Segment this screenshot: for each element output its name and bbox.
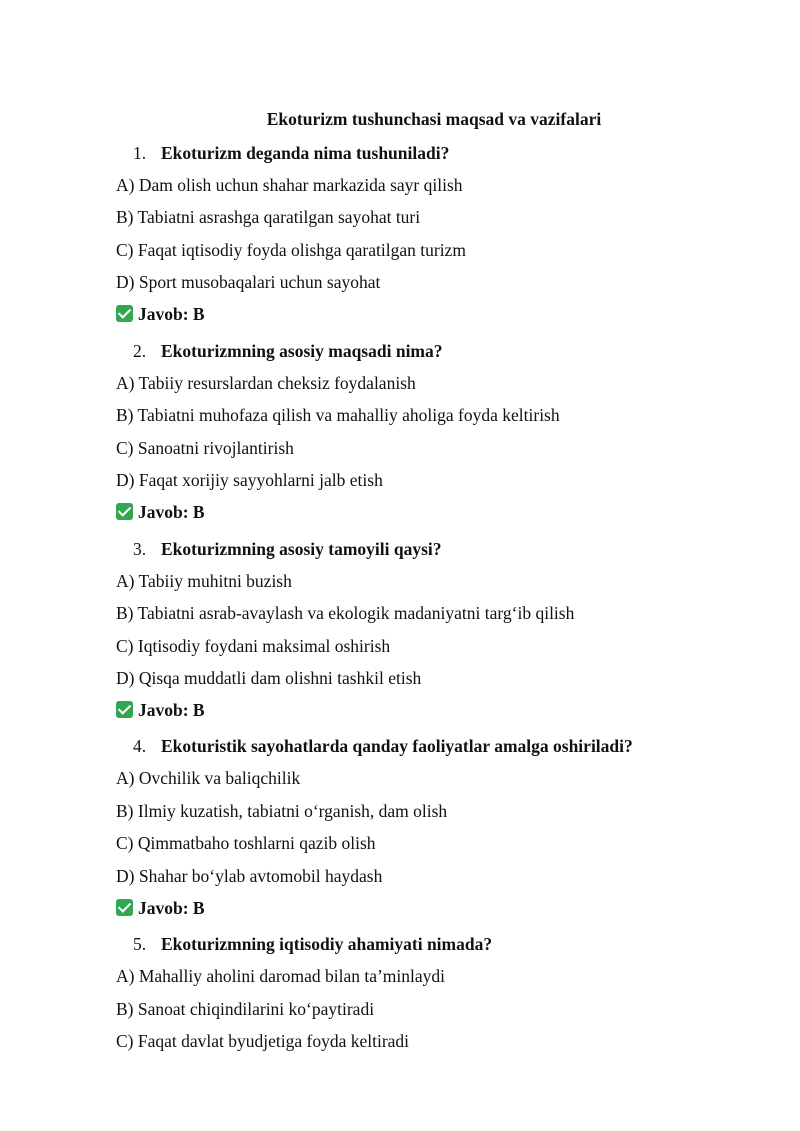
question-3 <box>133 537 442 561</box>
option-4d: D) Shahar bo‘ylab avtomobil haydash <box>116 866 383 886</box>
question-text: Ekoturizmning iqtisodiy ahamiyati nimada? <box>161 934 493 954</box>
option-4b: B) Ilmiy kuzatish, tabiatni o‘rganish, dam olish <box>116 801 448 821</box>
option-5a: A) Mahalliy aholini daromad bilan ta’minlaydi <box>116 966 446 986</box>
question-number: 1. <box>133 143 147 163</box>
document-title: Ekoturizm tushunchasi maqsad va vazifalari <box>266 109 602 129</box>
question-text: Ekoturistik sayohatlarda qanday faoliyatlar amalga oshiriladi? <box>161 736 633 756</box>
option-3c: C) Iqtisodiy foydani maksimal oshirish <box>116 636 391 656</box>
option-1d: D) Sport musobaqalari uchun sayohat <box>116 272 381 292</box>
check-mark-icon <box>116 503 133 520</box>
question-text: Ekoturizm deganda nima tushuniladi? <box>161 143 450 163</box>
answer-text: Javob: B <box>138 898 205 918</box>
question-2 <box>133 339 443 363</box>
option-3d: D) Qisqa muddatli dam olishni tashkil etish <box>116 668 422 688</box>
option-2c: C) Sanoatni rivojlantirish <box>116 438 294 458</box>
option-4a: A) Ovchilik va baliqchilik <box>116 768 301 788</box>
option-4c: C) Qimmatbaho toshlarni qazib olish <box>116 833 376 853</box>
question-text: Ekoturizmning asosiy tamoyili qaysi? <box>161 539 442 559</box>
option-2d: D) Faqat xorijiy sayyohlarni jalb etish <box>116 470 383 490</box>
question-number: 4. <box>133 736 147 756</box>
check-mark-icon <box>116 899 133 916</box>
option-3a: A) Tabiiy muhitni buzish <box>116 571 292 591</box>
answer-1 <box>116 302 205 326</box>
option-1a: A) Dam olish uchun shahar markazida sayr qilish <box>116 175 463 195</box>
option-3b: B) Tabiatni asrab-avaylash va ekologik madaniyatni targ‘ib qilish <box>116 603 575 623</box>
question-number: 2. <box>133 341 147 361</box>
option-5c: C) Faqat davlat byudjetiga foyda keltiradi <box>116 1031 410 1051</box>
question-text: Ekoturizmning asosiy maqsadi nima? <box>161 341 443 361</box>
question-5 <box>133 932 492 956</box>
option-1c: C) Faqat iqtisodiy foyda olishga qaratilgan turizm <box>116 240 466 260</box>
answer-2 <box>116 500 205 524</box>
answer-text: Javob: B <box>138 700 205 720</box>
answer-3 <box>116 698 205 722</box>
answer-4 <box>116 896 205 920</box>
check-mark-icon <box>116 701 133 718</box>
answer-text: Javob: B <box>138 502 205 522</box>
question-number: 3. <box>133 539 147 559</box>
question-4 <box>133 734 633 758</box>
answer-text: Javob: B <box>138 304 205 324</box>
check-mark-icon <box>116 305 133 322</box>
option-2b: B) Tabiatni muhofaza qilish va mahalliy aholiga foyda keltirish <box>116 405 560 425</box>
option-5b: B) Sanoat chiqindilarini ko‘paytiradi <box>116 999 375 1019</box>
option-1b: B) Tabiatni asrashga qaratilgan sayohat turi <box>116 207 421 227</box>
question-number: 5. <box>133 934 147 954</box>
question-1 <box>133 141 449 165</box>
option-2a: A) Tabiiy resurslardan cheksiz foydalanish <box>116 373 416 393</box>
